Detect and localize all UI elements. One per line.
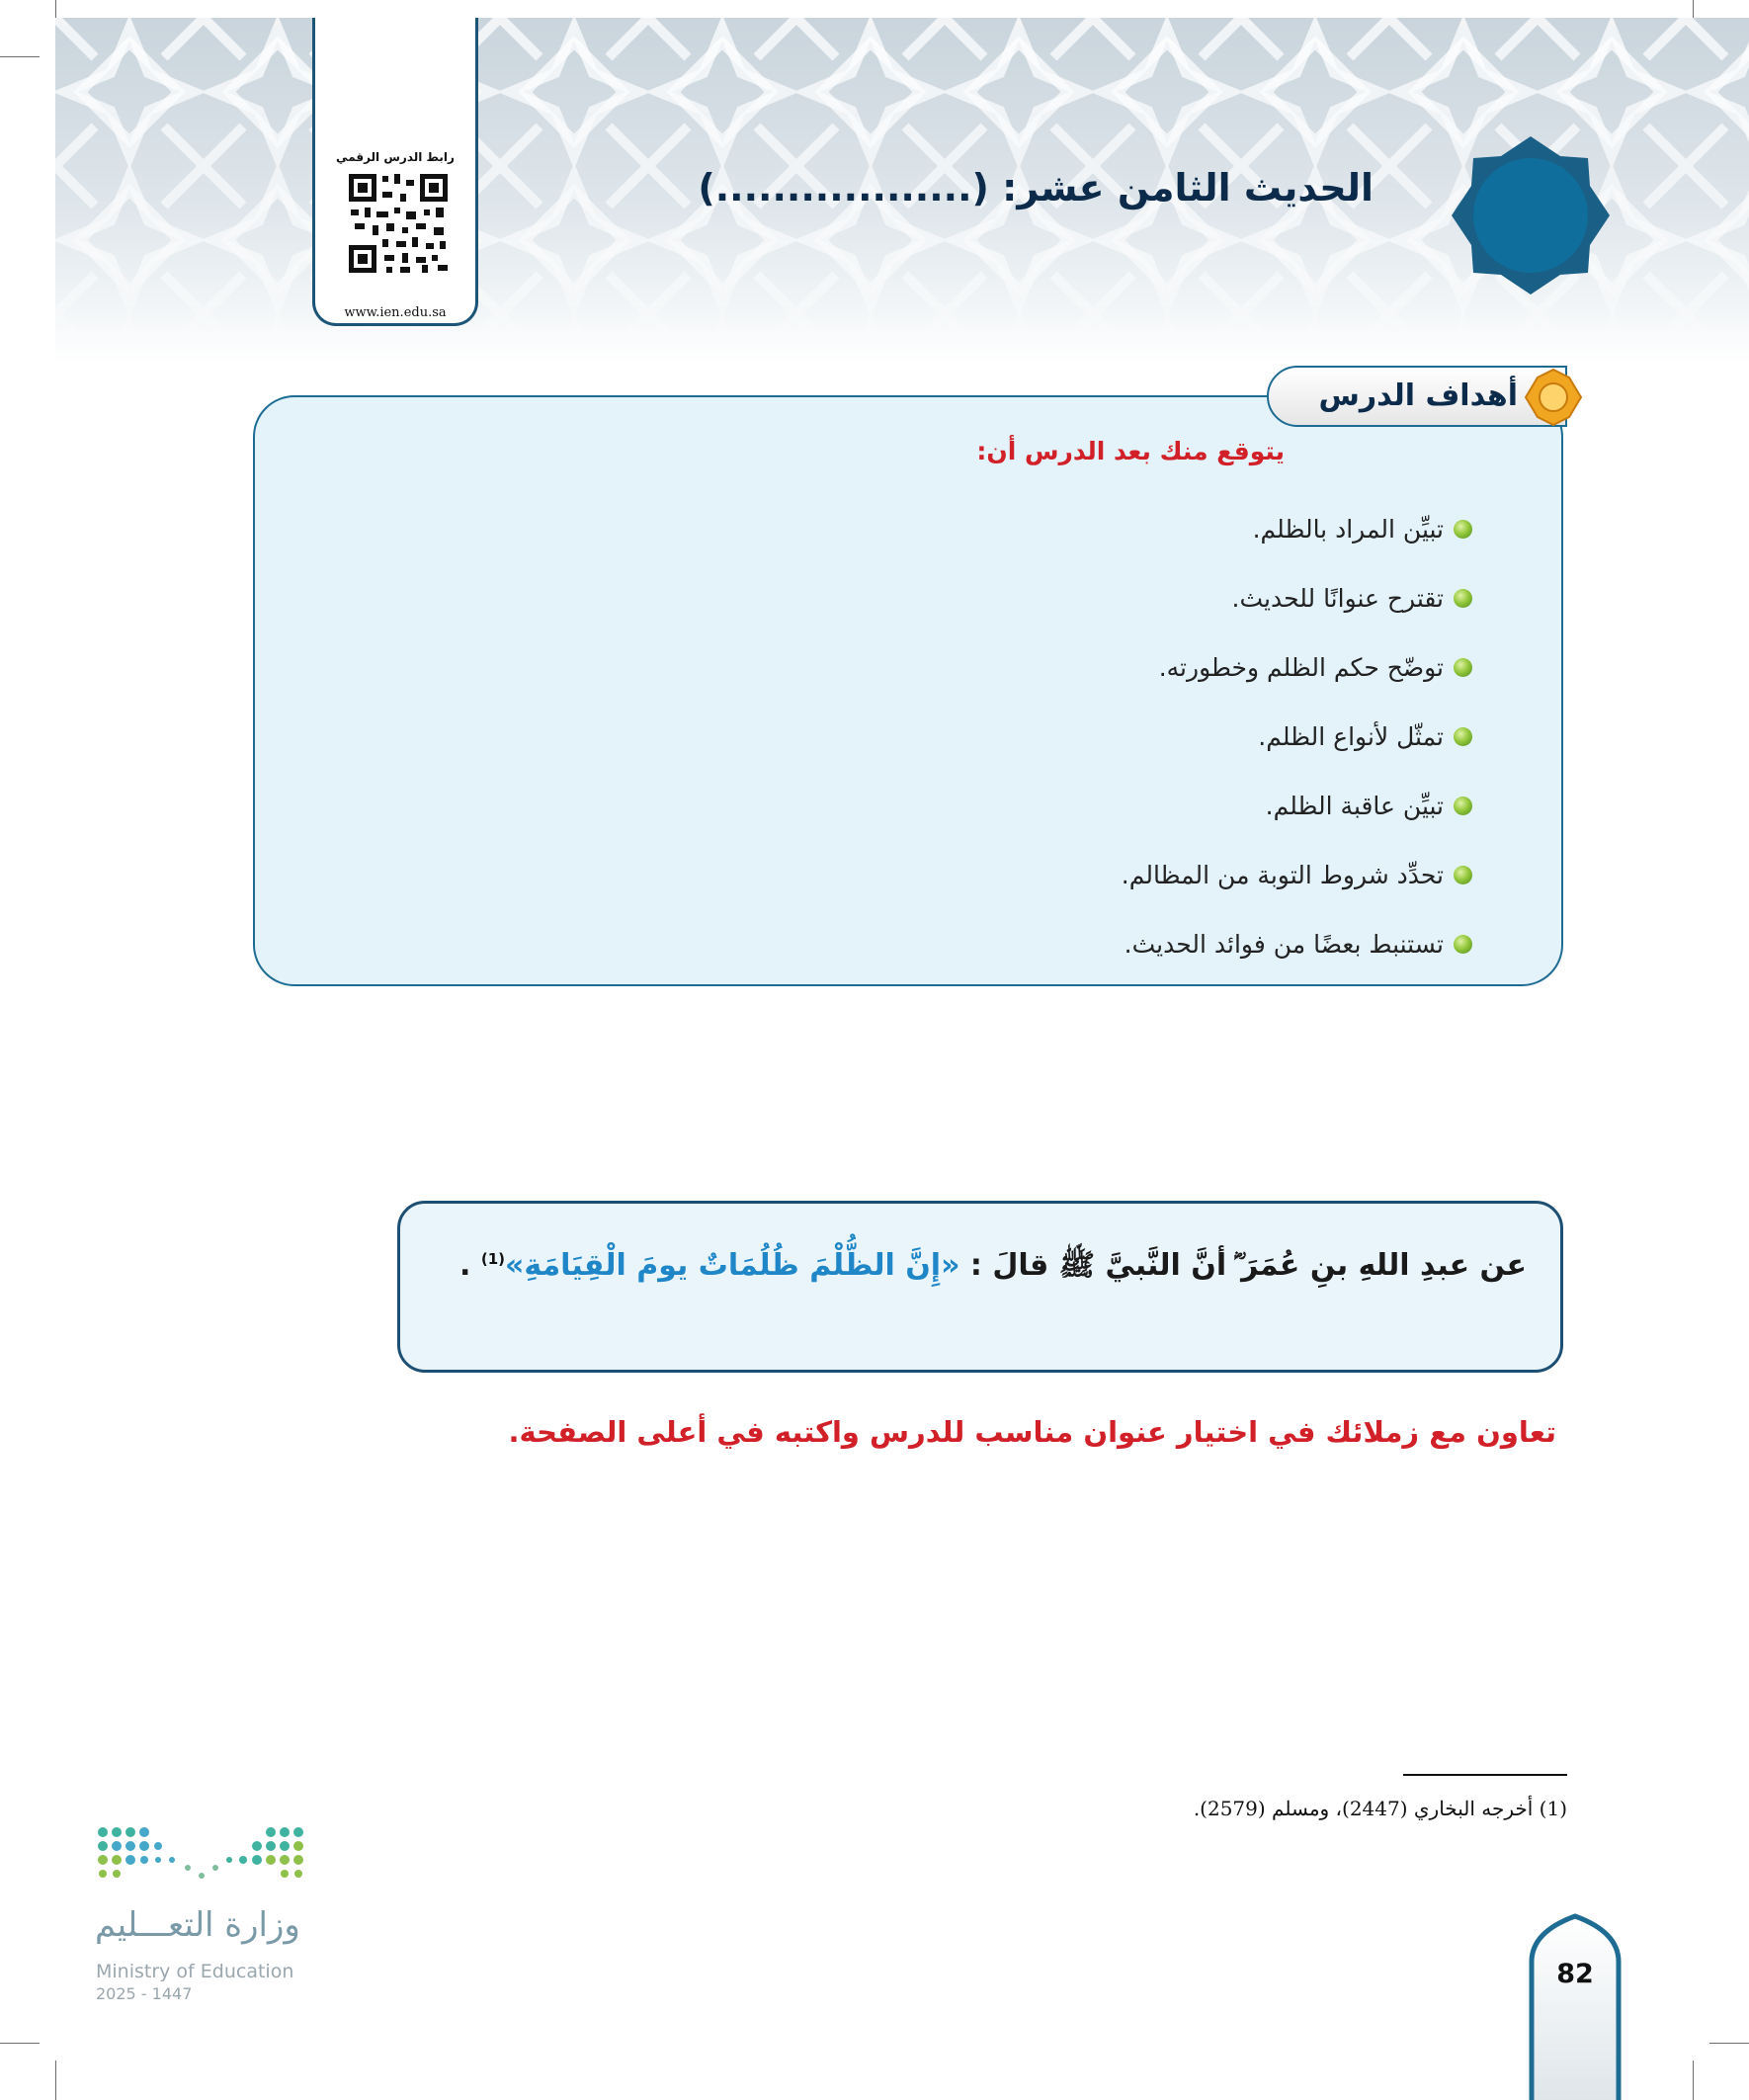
crop-mark xyxy=(55,2060,56,2100)
objectives-badge-icon xyxy=(1524,368,1583,427)
bullet-icon xyxy=(1454,866,1472,884)
list-item: تمثّل لأنواع الظلم. xyxy=(1122,702,1472,771)
bullet-icon xyxy=(1454,935,1472,954)
page-tab-icon xyxy=(1526,1912,1624,2100)
objectives-title: أهداف الدرس xyxy=(1318,378,1518,413)
activity-instruction: تعاون مع زملائك في اختيار عنوان مناسب للدرس واكتبه في أعلى الصفحة. xyxy=(508,1415,1556,1449)
bullet-icon xyxy=(1454,727,1472,746)
bullet-icon xyxy=(1454,520,1472,539)
crop-mark xyxy=(0,56,40,57)
page-number: 82 xyxy=(1556,1959,1594,1989)
hadith-quote: «إِنَّ الظُّلْمَ ظُلُمَاتٌ يومَ الْقِيَامَةِ» xyxy=(505,1248,960,1283)
list-item: تستنبط بعضًا من فوائد الحديث. xyxy=(1122,909,1472,978)
lesson-emblem-icon xyxy=(1452,136,1610,294)
hadith-text xyxy=(459,1247,1527,1290)
ministry-name-en: Ministry of Education xyxy=(96,1961,294,1982)
list-item: توضّح حكم الظلم وخطورته. xyxy=(1122,632,1472,702)
hadith-narration: عن عبدِ اللهِ بنِ عُمَرَ ؓ أنَّ النَّبيَّ ﷺ قالَ : xyxy=(959,1248,1527,1283)
objectives-list xyxy=(1122,494,1472,978)
qr-url[interactable]: www.ien.edu.sa xyxy=(344,305,447,320)
bullet-icon xyxy=(1454,589,1472,608)
objectives-tab xyxy=(1267,366,1567,427)
objectives-intro: يتوقع منك بعد الدرس أن: xyxy=(976,437,1285,465)
footnote-ref[interactable]: (1) xyxy=(480,1250,505,1268)
qr-card[interactable] xyxy=(312,18,478,326)
list-item: تقترح عنوانًا للحديث. xyxy=(1122,563,1472,632)
crop-mark xyxy=(1693,2060,1694,2100)
lesson-title: الحديث الثامن عشر: (..................) xyxy=(698,166,1374,210)
ministry-year: 2025 - 1447 xyxy=(96,1984,193,2003)
footnote: (1) أخرجه البخاري (2447)، ومسلم (2579). xyxy=(1193,1797,1567,1820)
footnote-divider xyxy=(1403,1774,1567,1776)
list-item: تبيِّن عاقبة الظلم. xyxy=(1122,771,1472,840)
crop-mark xyxy=(1709,2043,1749,2044)
ministry-name-ar: وزارة التعـــليم xyxy=(95,1905,300,1945)
bullet-icon xyxy=(1454,797,1472,815)
qr-label: رابط الدرس الرقمي xyxy=(336,150,455,164)
list-item: تحدِّد شروط التوبة من المظالم. xyxy=(1122,840,1472,909)
hadith-end: . xyxy=(459,1248,481,1283)
qr-code-icon[interactable] xyxy=(347,172,450,275)
crop-mark xyxy=(0,2043,40,2044)
list-item: تبيِّن المراد بالظلم. xyxy=(1122,494,1472,563)
bullet-icon xyxy=(1454,658,1472,677)
